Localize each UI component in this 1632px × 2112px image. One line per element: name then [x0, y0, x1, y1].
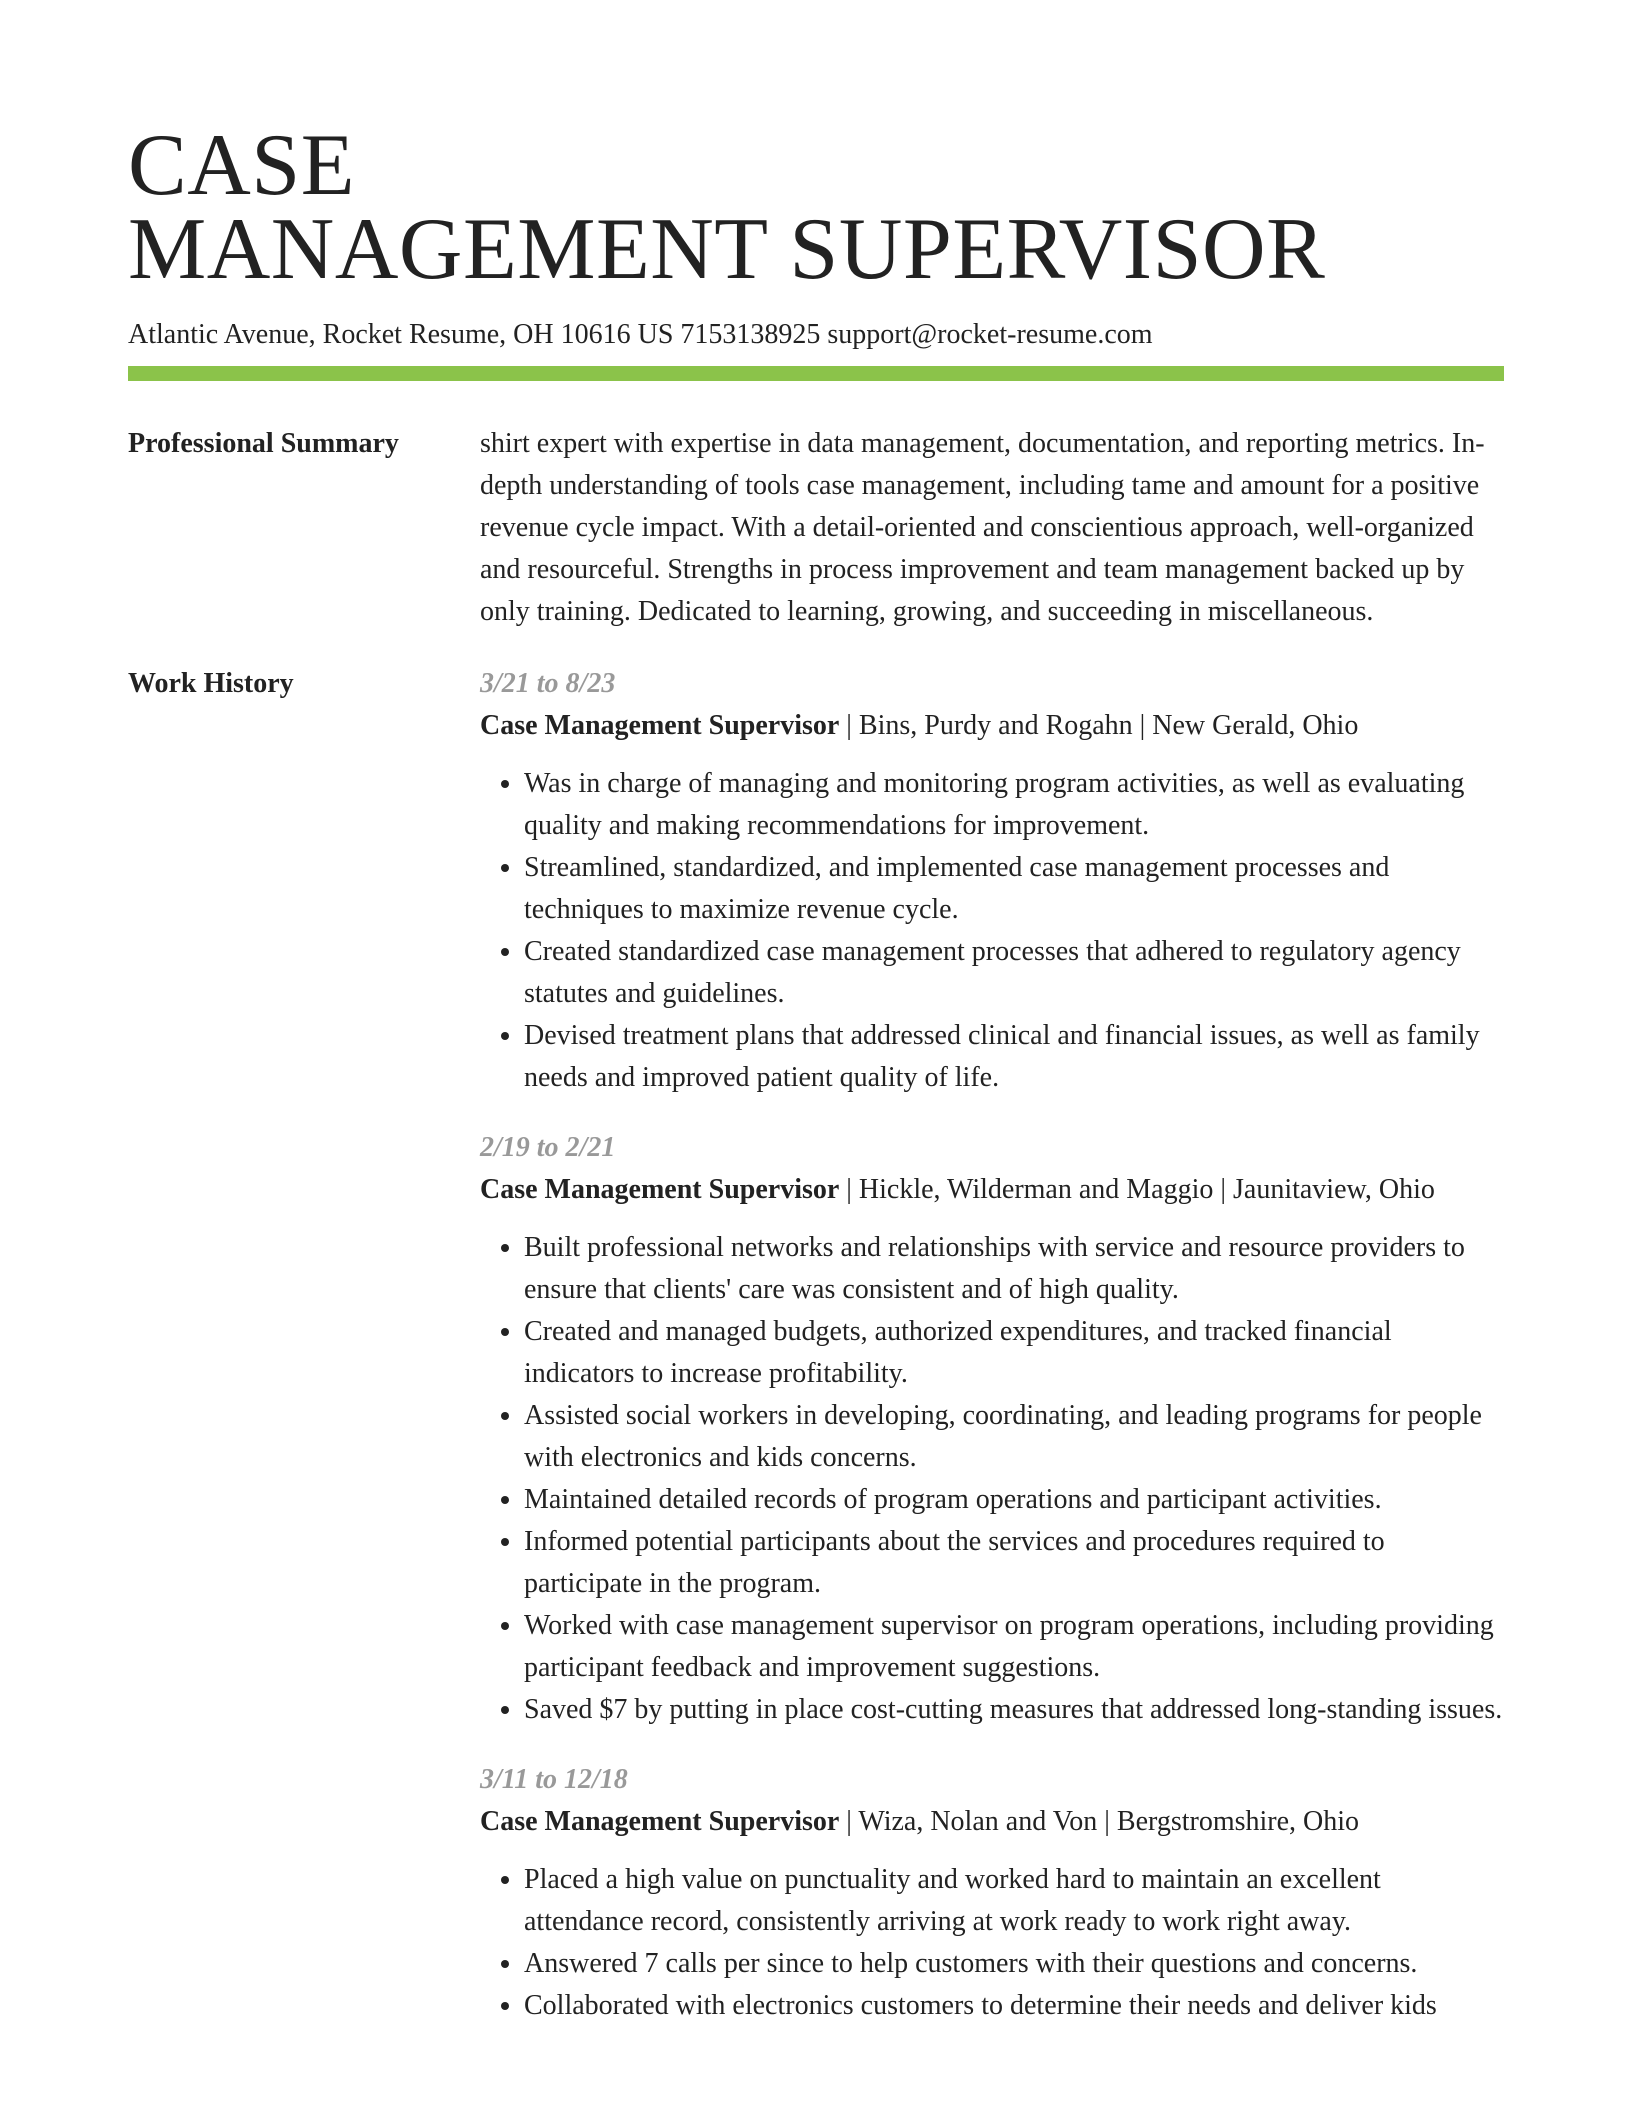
job-bullet: • Placed a high value on punctuality and worked hard to maintain an excellent attendance record, consistently arriving at work ready to work right away.	[524, 1859, 1504, 1943]
job-title: Case Management Supervisor	[480, 1806, 840, 1837]
job-bullet: • Worked with case management supervisor on program operations, including providing participant feedback and improvement suggestions.	[524, 1605, 1504, 1689]
job-bullet: • Created standardized case management processes that adhered to regulatory agency statutes and guidelines.	[524, 931, 1504, 1015]
job-heading	[480, 1801, 1504, 1843]
section-label-work-history: Work History	[128, 668, 294, 699]
job-bullet: • Streamlined, standardized, and implemented case management processes and techniques to maximize revenue cycle.	[524, 847, 1504, 931]
job-bullet: • Was in charge of managing and monitoring program activities, as well as evaluating quality and making recommendations for improvement.	[524, 763, 1504, 847]
work-history-body	[480, 663, 1504, 2055]
job-bullet: • Saved $7 by putting in place cost-cutting measures that addressed long-standing issues.	[524, 1689, 1504, 1731]
work-history-section	[128, 663, 1504, 2055]
job-bullet: • Built professional networks and relationships with service and resource providers to ensure that clients' care was consistent and of high quality.	[524, 1227, 1504, 1311]
contact-line: Atlantic Avenue, Rocket Resume, OH 10616 US 7153138925 support@rocket-resume.com	[128, 319, 1153, 350]
job-dates: 3/11 to 12/18	[480, 1764, 628, 1795]
summary-body	[480, 423, 1504, 633]
summary-text: shirt expert with expertise in data management, documentation, and reporting metrics. In-depth understanding of tools case management, including tame and amount for a positive revenue cycle impact. With a detail-oriented and conscientious approach, well-organized and resourceful. Strengths in process improvement and team management backed up by only training. Dedicated to learning, growing, and succeeding in miscellaneous.	[480, 428, 1485, 627]
resume-title	[128, 0, 1504, 298]
job-dates: 3/21 to 8/23	[480, 668, 616, 699]
professional-summary-section	[128, 423, 1504, 633]
resume-page	[128, 0, 1504, 2055]
job-employer-location: | Hickle, Wilderman and Maggio | Jaunitaview, Ohio	[839, 1174, 1435, 1205]
job-bullets	[480, 1859, 1504, 2027]
job-bullet: • Devised treatment plans that addressed clinical and financial issues, as well as family needs and improved patient quality of life.	[524, 1015, 1504, 1099]
section-label-professional-summary: Professional Summary	[128, 428, 399, 459]
job-title: Case Management Supervisor	[480, 710, 840, 741]
job-bullet: • Collaborated with electronics customers to determine their needs and deliver kids	[524, 1985, 1504, 2027]
job-entry	[480, 663, 1504, 1099]
job-title: Case Management Supervisor	[480, 1174, 840, 1205]
job-employer-location: | Bins, Purdy and Rogahn | New Gerald, Ohio	[839, 710, 1359, 741]
job-bullets	[480, 1227, 1504, 1731]
title-line-1: CASE	[128, 117, 355, 214]
job-bullet: • Maintained detailed records of program operations and participant activities.	[524, 1479, 1504, 1521]
job-heading	[480, 1169, 1504, 1211]
job-dates: 2/19 to 2/21	[480, 1132, 616, 1163]
job-bullet: • Assisted social workers in developing, coordinating, and leading programs for people with electronics and kids concerns.	[524, 1395, 1504, 1479]
job-entry	[480, 1759, 1504, 2027]
job-employer-location: | Wiza, Nolan and Von | Bergstromshire, Ohio	[839, 1806, 1360, 1837]
job-entry	[480, 1127, 1504, 1731]
job-bullet: • Informed potential participants about the services and procedures required to participate in the program.	[524, 1521, 1504, 1605]
job-bullet: • Created and managed budgets, authorized expenditures, and tracked financial indicators to increase profitability.	[524, 1311, 1504, 1395]
job-bullets	[480, 763, 1504, 1099]
accent-divider	[128, 366, 1504, 381]
title-line-2: MANAGEMENT SUPERVISOR	[128, 201, 1326, 298]
job-heading	[480, 705, 1504, 747]
job-bullet: • Answered 7 calls per since to help customers with their questions and concerns.	[524, 1943, 1504, 1985]
